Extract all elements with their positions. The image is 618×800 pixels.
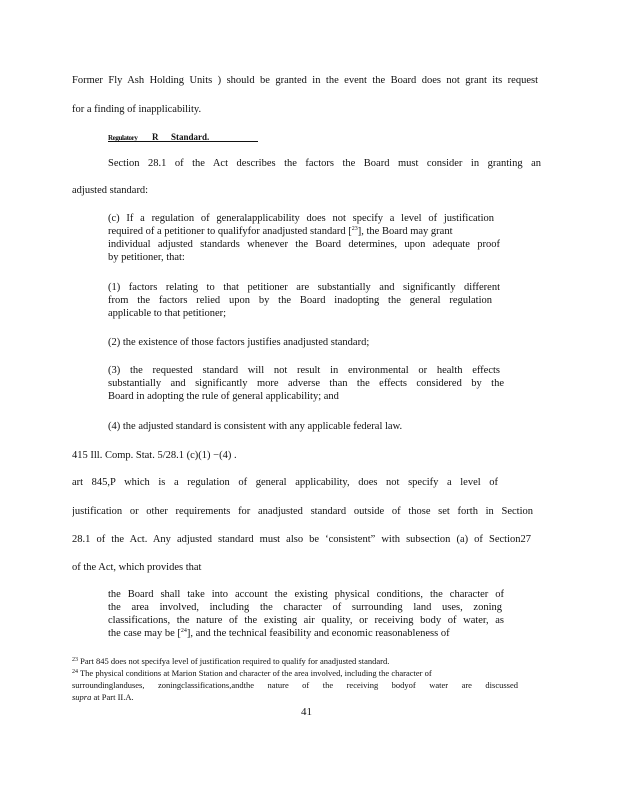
quote-line: substantially and significantly more adverse than the effects considered by the [108,378,504,389]
quote-line: (c) If a regulation of generalapplicability does not specify a level of justification [108,213,494,224]
quote-line [108,225,453,238]
body-line: adjusted standard: [72,185,149,196]
quote-line: the Board shall take into account the existing physical conditions, the character of [108,589,504,600]
footnote-24 [72,668,432,679]
quote-text: ], the Board may grant [357,226,453,237]
quote-line: (2) the existence of those factors justifies anadjusted standard; [108,337,370,348]
quote-line: from the factors relied upon by the Board inadopting the general regulation [108,295,492,306]
quote-line: Board in adopting the rule of general applicability; and [108,391,339,402]
footnote-line [72,692,134,703]
body-line: for a finding of inapplicability. [72,104,202,115]
section-heading [108,131,209,145]
quote-line: (4) the adjusted standard is consistent with any applicable federal law. [108,421,403,432]
heading-prefix: Regulatory [108,134,138,142]
body-line: Former Fly Ash Holding Units ) should be granted in the event the Board does not grant its request [72,75,538,86]
footnote-ref-23: 23 [351,226,358,232]
quote-line: the area involved, including the character of surrounding land uses, zoning [108,602,502,613]
body-line: art 845,P which is a regulation of general applicability, does not specify a level of [72,477,498,488]
quote-text: required of a petitioner to qualifyfor anadjusted standard [ [108,226,352,237]
heading-r-letter: R [151,132,159,142]
quote-line: (1) factors relating to that petitioner are substantially and significantly different [108,282,500,293]
quote-line: classifications, the nature of the existing air quality, or receiving body of water, as [108,615,504,626]
heading-title: Standard. [170,132,210,142]
quote-line: individual adjusted standards whenever the Board determines, upon adequate proof [108,239,500,250]
quote-text: the case may be [ [108,628,181,639]
footnote-23 [72,656,389,667]
body-line: of the Act, which provides that [72,562,202,573]
footnote-ref-24: 24 [180,628,187,634]
body-line: justification or other requirements for anadjusted standard outside of those set forth in Section [72,506,533,517]
footnote-number: 24 [72,669,78,675]
body-line: 28.1 of the Act. Any adjusted standard must also be ‘consistent” with subsection (a) of Section27 [72,534,531,545]
quote-line: (3) the requested standard will not result in environmental or health effects [108,365,500,376]
footnote-number: 23 [72,657,78,663]
body-line: Section 28.1 of the Act describes the factors the Board must consider in granting an [108,158,541,169]
footnote-italic: supra [72,692,92,702]
page-number: 41 [301,706,312,718]
footnote-text: The physical conditions at Marion Station and character of the area involved, including the character of [79,668,432,678]
citation: 415 Ill. Comp. Stat. 5/28.1 (c)(1) −(4) . [72,450,237,461]
quote-line: by petitioner, that: [108,252,185,263]
footnote-line: surroundinglanduses, zoningclassifications,andthe nature of the receiving bodyof water are discussed [72,680,518,690]
quote-line: applicable to that petitioner; [108,308,227,319]
quote-text: ], and the technical feasibility and economic reasonableness of [186,628,450,639]
footnote-text: at Part II.A. [93,692,134,702]
quote-line [108,627,504,640]
footnote-text: Part 845 does not specifya level of justification required to qualify for anadjusted standard. [80,656,390,666]
heading-underline [108,141,258,142]
